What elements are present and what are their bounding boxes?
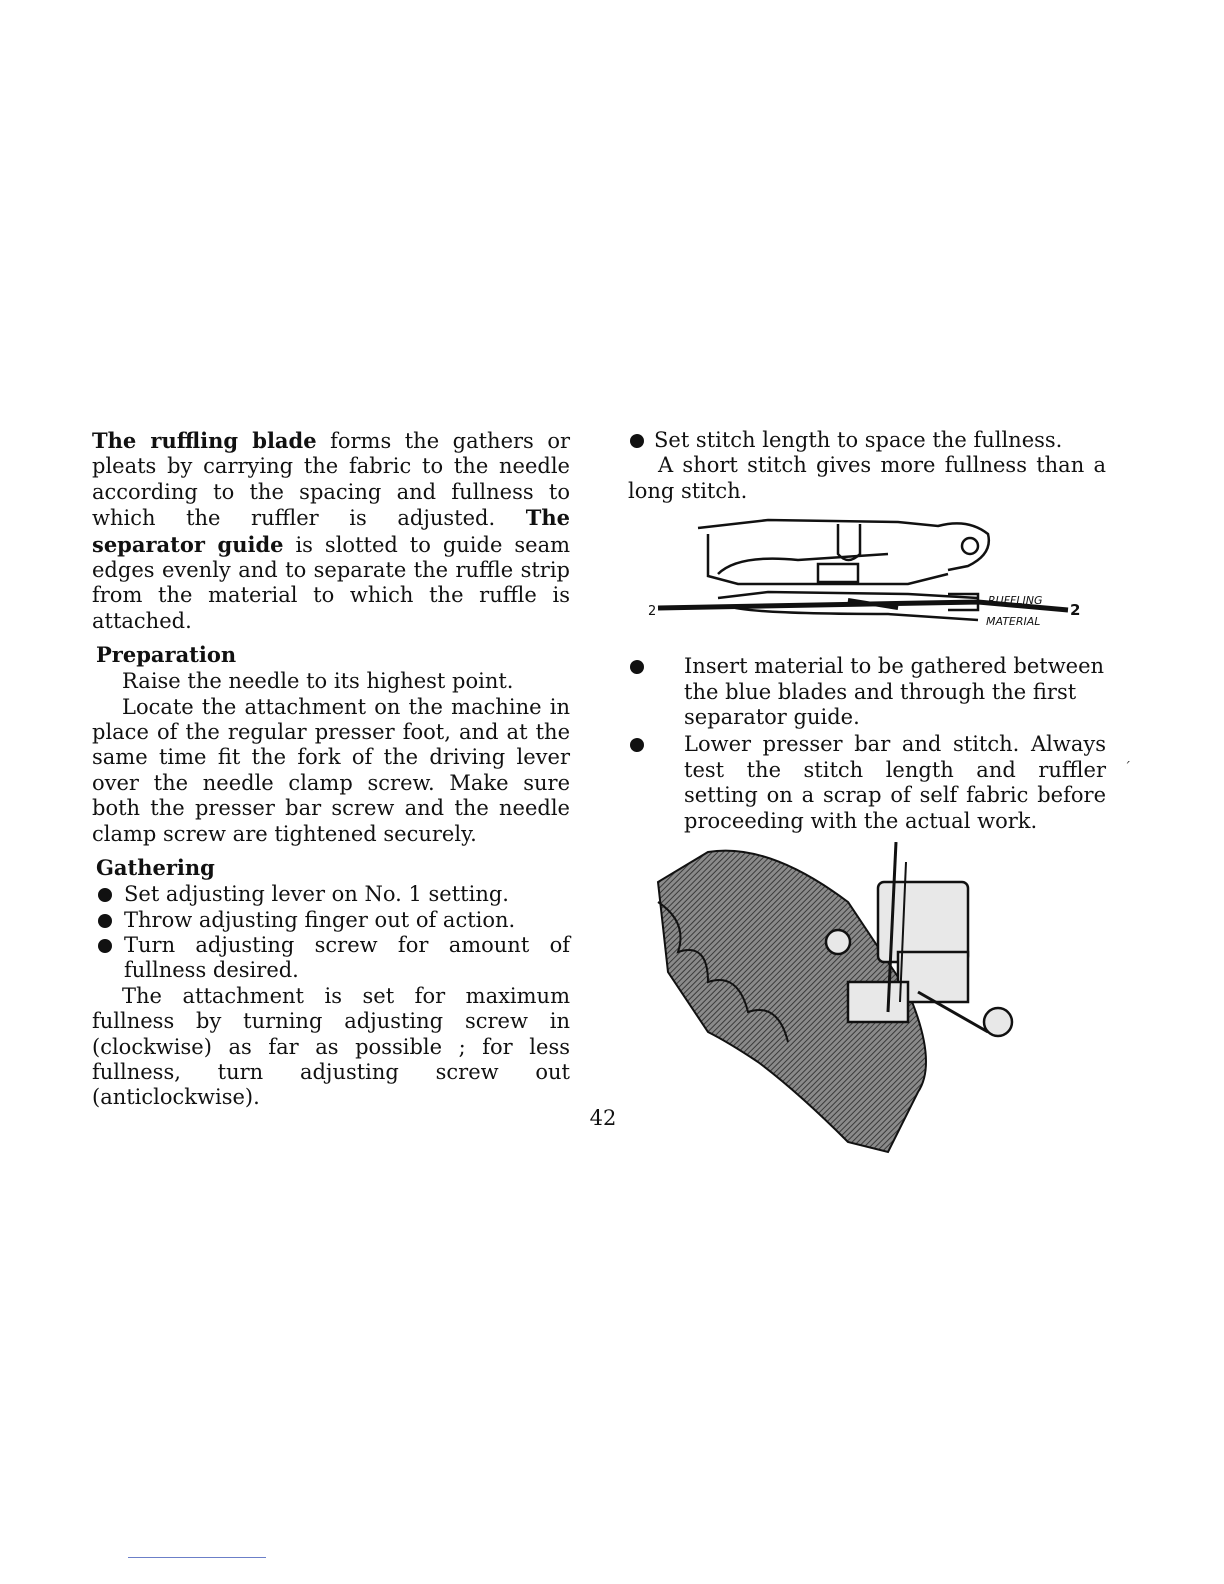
separator-guide-term: The separator guide (92, 505, 570, 557)
screw-icon (962, 538, 978, 554)
lower-blade-outline (718, 592, 978, 598)
stitch-continuation: A short stitch gives more fullness than a long stitch. (628, 453, 1106, 503)
diagram-label-right: 2 (1070, 601, 1081, 619)
diagram-label-ruffling: RUFFLING (988, 594, 1043, 607)
ruffler-illustration (648, 842, 1038, 1154)
page-number: 42 (589, 1106, 617, 1130)
bullet-dot-icon (98, 939, 112, 953)
bullet-dot-icon (630, 738, 644, 752)
thumb-screw-icon (826, 930, 850, 954)
bullet-dot-icon (98, 914, 112, 928)
stitch-bullet: Set stitch length to space the fullness. (628, 428, 1106, 453)
gathering-paragraph: The attachment is set for maximum fullness by turning adjusting screw in (clockwise) as far as possible ; for less fullness, turn adjusting screw out (anticlockwise). (92, 983, 570, 1110)
gathering-bullet-1: Set adjusting lever on No. 1 setting. (92, 882, 570, 907)
lower-bullet: Lower presser bar and stitch. Always test the stitch length and ruffler setting on a scrap of self fabric before proceeding with the actual work. (628, 732, 1106, 834)
gathering-bullet-2: Throw adjusting finger out of action. (92, 908, 570, 933)
insert-bullet: Insert material to be gathered between the blue blades and through the first separator guide. (628, 654, 1106, 730)
bullet-dot-icon (630, 660, 644, 674)
presser-foot (848, 982, 908, 1022)
intro-paragraph: The ruffling blade forms the gathers or pleats by carrying the fabric to the needle according to the spacing and fullness to which the ruffler is adjusted. The separator guide is slotted to guide seam edges evenly and to separate the ruffle strip from the material to which the ruffle is attached. (92, 428, 571, 633)
preparation-heading: Preparation (96, 642, 237, 668)
diagram-label-left: 2 (648, 604, 657, 619)
needle-clamp-outline (838, 524, 860, 560)
diagram-label-material: MATERIAL (986, 615, 1041, 628)
bullet-dot-icon (630, 434, 644, 448)
gathering-heading: Gathering (96, 855, 215, 881)
preparation-step-1: Raise the needle to its highest point. (122, 669, 514, 694)
margin-mark: ˊ (1124, 760, 1131, 776)
left-column (92, 428, 570, 1111)
gathering-bullet-3: Turn adjusting screw for amount of fullness desired. (92, 933, 570, 984)
adjusting-screw-icon (984, 1008, 1012, 1036)
blade-outline (718, 554, 888, 574)
slot-outline (818, 564, 858, 582)
preparation-step-2: Locate the attachment on the machine in place of the regular presser foot, and at the same time fit the fork of the driving lever over the needle clamp screw. Make sure both the presser bar screw and the needle clamp screw are tightened securely. (92, 694, 570, 846)
ruffler-diagram (648, 514, 1088, 632)
footer-rule (128, 1557, 266, 1558)
ruffling-blade-term: The ruffling blade (92, 428, 317, 453)
bullet-dot-icon (98, 888, 112, 902)
